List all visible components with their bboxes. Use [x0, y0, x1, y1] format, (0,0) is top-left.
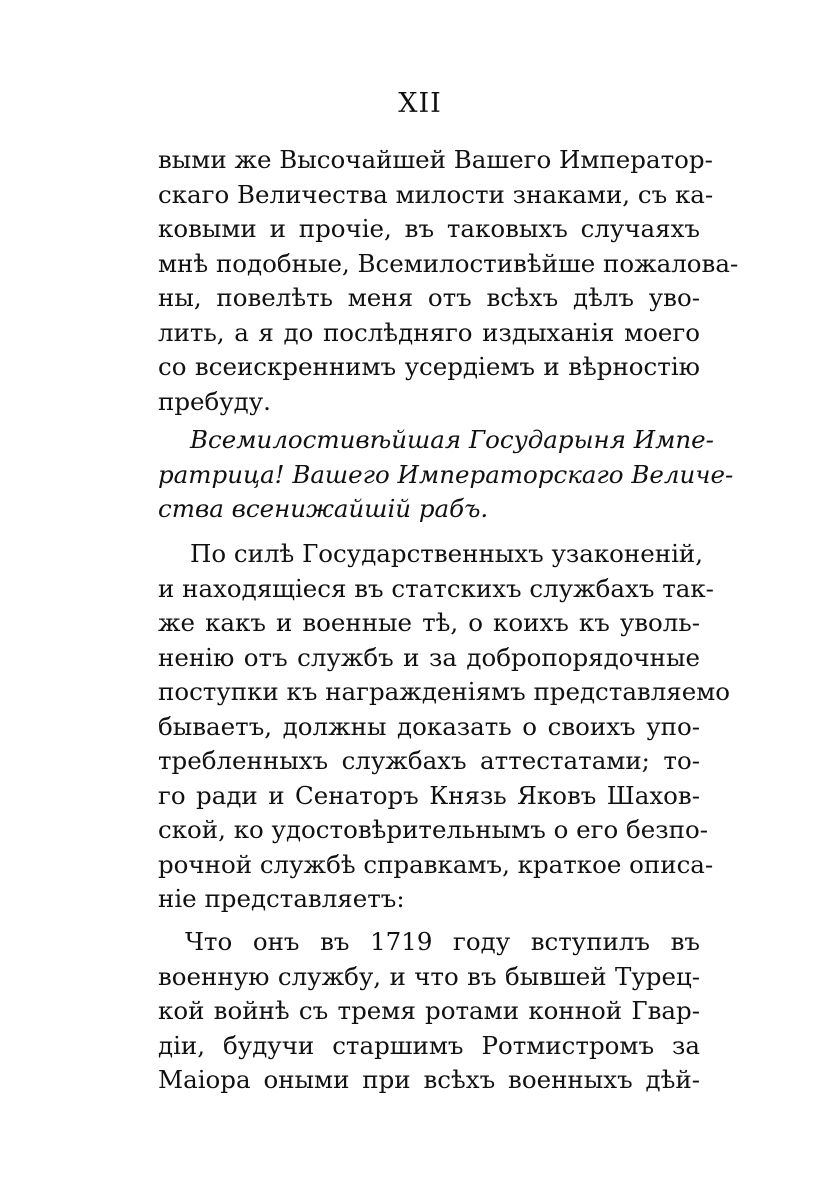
text-line: требленныхъ службахъ аттестатами; то-: [158, 746, 700, 775]
text-line: ненію отъ службъ и за добропорядочные: [158, 642, 700, 672]
text-line: Что онъ въ 1719 году вступилъ въ: [185, 927, 700, 956]
text-line: мнѣ подобные, Всемилостивѣйше пожалова-: [158, 248, 739, 278]
text-line: бываетъ, должны доказать о своихъ упо-: [158, 711, 700, 741]
text-line: ства всенижайшій рабъ.: [158, 494, 489, 523]
text-line: скаго Величества милости знаками, съ ка-: [158, 179, 714, 209]
text-line: и находящіеся въ статскихъ службахъ так-: [158, 573, 714, 603]
text-line: военную службу, и что въ бывшей Турец-: [158, 961, 700, 991]
text-line: рочной службѣ справкамъ, краткое описа-: [158, 849, 714, 879]
text-line: го ради и Сенаторъ Князь Яковъ Шахов-: [158, 780, 700, 810]
paragraph-petition-end: [158, 143, 739, 419]
text-line: же какъ и военные тѣ, о коихъ къ уволь-: [158, 608, 700, 637]
text-line: діи, будучи старшимъ Ротмистромъ за: [158, 1030, 700, 1060]
paragraph-service-description: [158, 537, 731, 917]
text-line: со всеискреннимъ усердіемъ и вѣрностію: [158, 352, 700, 381]
text-line: поступки къ награжденіямъ представляемо: [158, 677, 731, 706]
paragraph-military-service: [158, 925, 700, 1098]
text-line: Всемилостивѣйшая Государыня Импе-: [190, 425, 714, 454]
text-line: кой войнѣ съ тремя ротами конной Гвар-: [158, 996, 700, 1025]
text-line: ніе представляетъ:: [158, 884, 405, 913]
text-line: пребуду.: [158, 386, 271, 416]
text-line: ратрица! Вашего Императорскаго Величе-: [158, 459, 734, 489]
text-line: лить, а я до послѣдняго издыханія моего: [158, 317, 700, 347]
text-line: ской, ко удостовѣрительнымъ о его безпо-: [158, 815, 708, 844]
page-number: XII: [398, 88, 442, 119]
paragraph-closing-salutation: [158, 423, 734, 527]
text-line: Маіора оными при всѣхъ военныхъ дѣй-: [158, 1065, 700, 1094]
text-line: ковыми и прочіе, въ таковыхъ случаяхъ: [158, 214, 700, 243]
text-line: ны, повелѣть меня отъ всѣхъ дѣлъ уво-: [158, 283, 700, 312]
text-line: По силѣ Государственныхъ узаконеній,: [190, 539, 704, 568]
text-line: выми же Высочайшей Вашего Император-: [158, 145, 713, 174]
